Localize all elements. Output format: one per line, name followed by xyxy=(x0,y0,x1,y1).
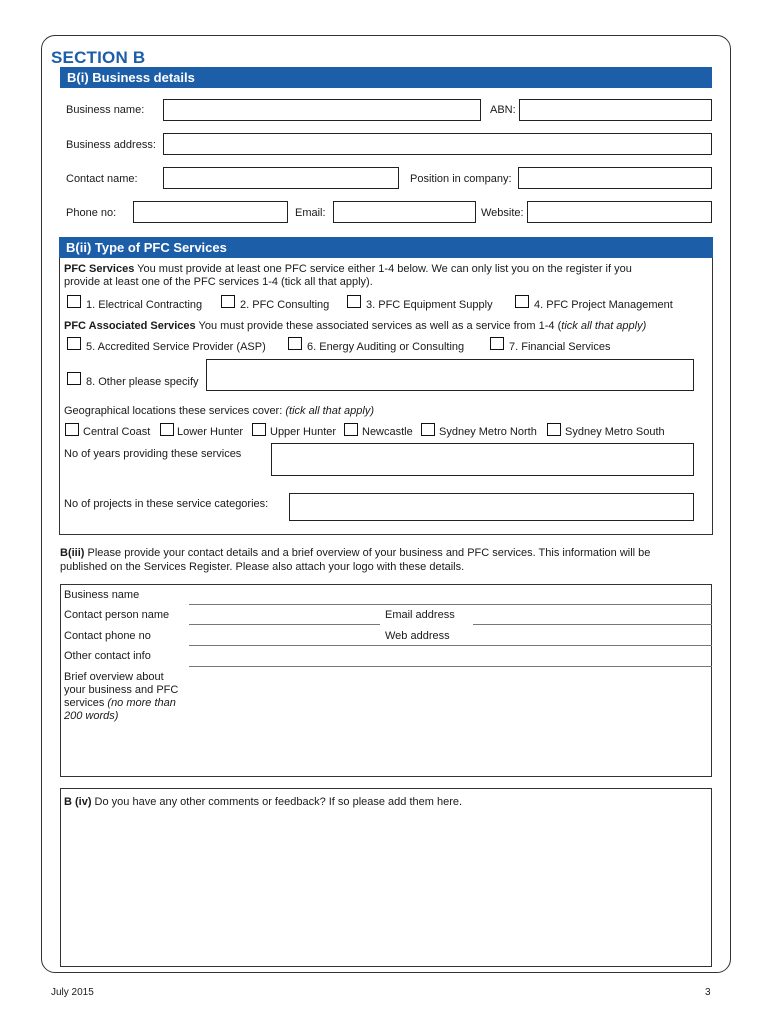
other-specify-input[interactable] xyxy=(206,359,694,391)
email-label: Email: xyxy=(295,207,326,219)
checkbox-lower-hunter[interactable] xyxy=(160,423,174,436)
page-number: 3 xyxy=(705,987,711,998)
abn-label: ABN: xyxy=(490,104,516,116)
checkbox-sydney-metro-south[interactable] xyxy=(547,423,561,436)
biii-phone-label: Contact phone no xyxy=(64,630,151,642)
service-1-label: 1. Electrical Contracting xyxy=(86,299,203,311)
service-4-label: 4. PFC Project Management xyxy=(534,299,673,311)
checkbox-newcastle[interactable] xyxy=(344,423,358,436)
biii-contact-person-line[interactable] xyxy=(189,624,380,625)
website-label: Website: xyxy=(481,207,524,219)
location-upper-hunter: Upper Hunter xyxy=(270,426,337,438)
checkbox-sydney-metro-north[interactable] xyxy=(421,423,435,436)
service-7-label: 7. Financial Services xyxy=(509,341,611,353)
pfc-services-intro-2: provide at least one of the PFC services 1-4 (tick all that apply). xyxy=(64,276,373,288)
biv-question: B (iv) Do you have any other comments or feedback? If so please add them here. xyxy=(64,796,463,808)
position-input[interactable] xyxy=(518,167,712,189)
checkbox-asp[interactable] xyxy=(67,337,81,350)
biii-business-name-line[interactable] xyxy=(189,604,712,605)
biii-email-line[interactable] xyxy=(473,624,712,625)
projects-label: No of projects in these service categories: xyxy=(64,498,269,510)
service-3-label: 3. PFC Equipment Supply xyxy=(366,299,493,311)
service-5-label: 5. Accredited Service Provider (ASP) xyxy=(86,341,266,353)
pfc-services-intro: PFC Services You must provide at least one PFC service either 1-4 below. We can only list you on the register if you xyxy=(64,263,632,275)
biii-overview-label: Brief overview about your business and PFC services (no more than 200 words) xyxy=(64,671,179,722)
biii-contact-person-label: Contact person name xyxy=(64,609,170,621)
checkbox-central-coast[interactable] xyxy=(65,423,79,436)
checkbox-pfc-equipment-supply[interactable] xyxy=(347,295,361,308)
location-sydney-metro-south: Sydney Metro South xyxy=(565,426,665,438)
checkbox-energy-auditing[interactable] xyxy=(288,337,302,350)
phone-input[interactable] xyxy=(133,201,288,223)
years-input[interactable] xyxy=(271,443,694,476)
associated-services-intro: PFC Associated Services You must provide these associated services as well as a service from 1-4 (tick all that apply) xyxy=(64,320,647,332)
service-2-label: 2. PFC Consulting xyxy=(240,299,330,311)
checkbox-financial-services[interactable] xyxy=(490,337,504,350)
contact-name-label: Contact name: xyxy=(66,173,138,185)
email-input[interactable] xyxy=(333,201,476,223)
abn-input[interactable] xyxy=(519,99,712,121)
business-name-label: Business name: xyxy=(66,104,145,116)
projects-input[interactable] xyxy=(289,493,694,521)
biii-web-label: Web address xyxy=(385,630,450,642)
service-6-label: 6. Energy Auditing or Consulting xyxy=(307,341,465,353)
business-address-input[interactable] xyxy=(163,133,712,155)
location-sydney-metro-north: Sydney Metro North xyxy=(439,426,537,438)
geo-locations-label: Geographical locations these services cover: (tick all that apply) xyxy=(64,405,374,417)
contact-name-input[interactable] xyxy=(163,167,399,189)
biii-business-name-label: Business name xyxy=(64,589,140,601)
business-address-label: Business address: xyxy=(66,139,156,151)
biii-overview-input[interactable] xyxy=(189,667,712,777)
checkbox-pfc-project-management[interactable] xyxy=(515,295,529,308)
other-specify-label: 8. Other please specify xyxy=(86,376,199,388)
biii-email-label: Email address xyxy=(385,609,455,621)
checkbox-other[interactable] xyxy=(67,372,81,385)
footer-date: July 2015 xyxy=(51,987,94,998)
biii-phone-line[interactable] xyxy=(189,645,712,646)
location-central-coast: Central Coast xyxy=(83,426,151,438)
bi-header: B(i) Business details xyxy=(60,67,712,88)
website-input[interactable] xyxy=(527,201,712,223)
checkbox-pfc-consulting[interactable] xyxy=(221,295,235,308)
biii-other-contact-label: Other contact info xyxy=(64,650,151,662)
location-lower-hunter: Lower Hunter xyxy=(177,426,244,438)
business-name-input[interactable] xyxy=(163,99,481,121)
location-newcastle: Newcastle xyxy=(362,426,413,438)
position-label: Position in company: xyxy=(410,173,512,185)
checkbox-upper-hunter[interactable] xyxy=(252,423,266,436)
section-title: SECTION B xyxy=(51,48,146,67)
biii-intro: B(iii) Please provide your contact details and a brief overview of your business and PFC services. This information will be xyxy=(60,547,651,559)
biv-panel[interactable] xyxy=(60,788,712,967)
biii-intro-2: published on the Services Register. Please also attach your logo with these details. xyxy=(60,561,465,573)
years-label: No of years providing these services xyxy=(64,448,242,460)
phone-label: Phone no: xyxy=(66,207,117,219)
bii-header: B(ii) Type of PFC Services xyxy=(59,237,713,258)
checkbox-electrical-contracting[interactable] xyxy=(67,295,81,308)
